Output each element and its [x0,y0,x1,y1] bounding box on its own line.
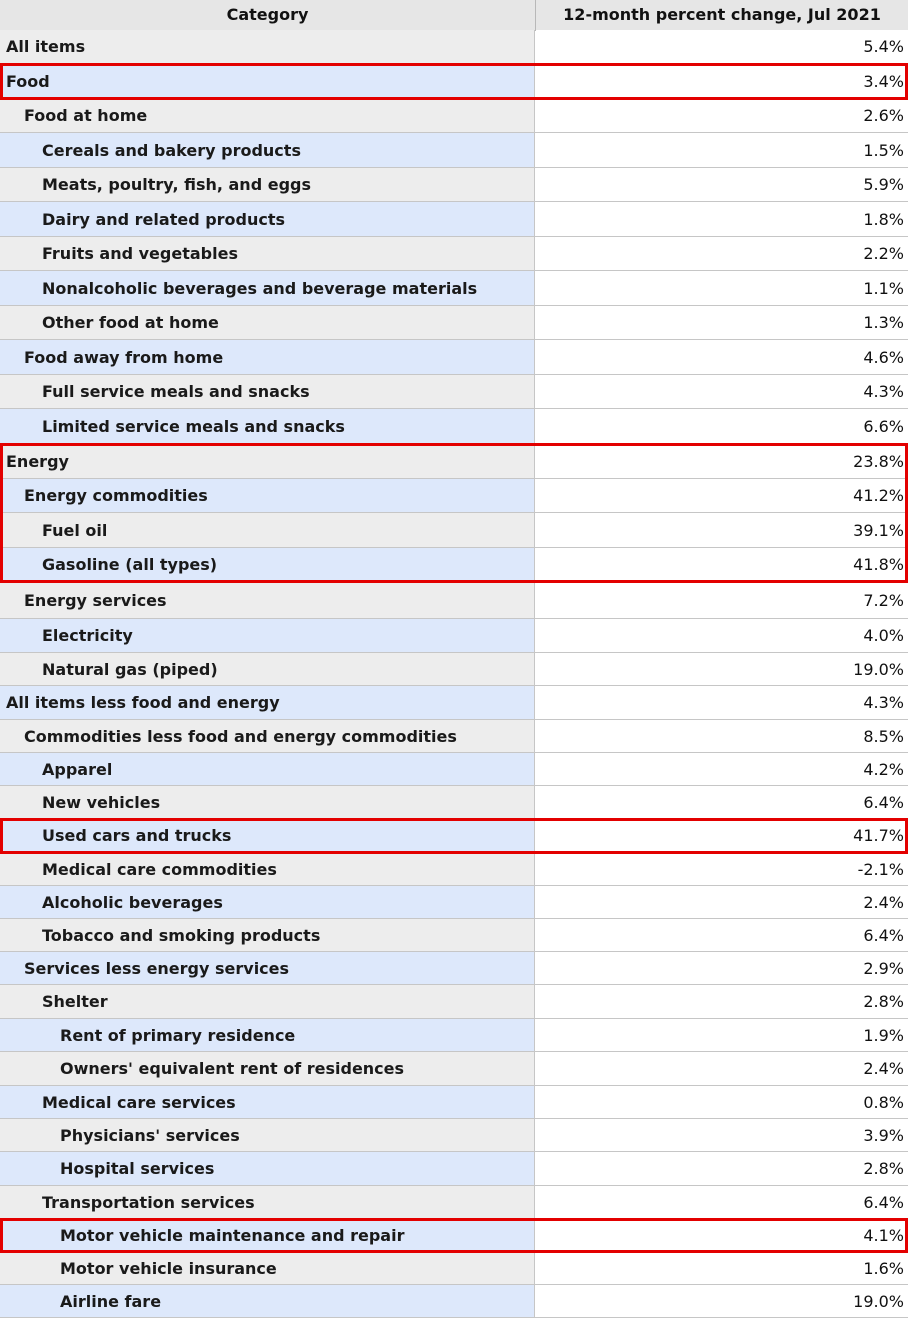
row-category: Physicians' services [0,1119,535,1151]
table-row [0,853,908,886]
row-category: Alcoholic beverages [0,886,535,918]
row-category: Services less energy services [0,952,535,984]
row-category: Apparel [0,753,535,785]
row-value: 5.9% [536,168,908,201]
row-value: 2.4% [536,1052,908,1085]
table-row [0,1086,908,1119]
table-row [0,548,908,582]
table-row [0,99,908,133]
table-row [0,30,908,64]
table-row [0,375,908,409]
row-category: Fuel oil [0,513,535,547]
table-row [0,786,908,819]
row-value: 4.3% [536,375,908,408]
row-category: Rent of primary residence [0,1019,535,1051]
row-value: 1.8% [536,202,908,236]
row-category: Electricity [0,619,535,652]
row-category: Limited service meals and snacks [0,409,535,443]
table-row [0,952,908,985]
row-value: 3.9% [536,1119,908,1151]
row-value: 6.4% [536,1186,908,1218]
row-value: 19.0% [536,653,908,685]
row-category: Full service meals and snacks [0,375,535,408]
row-category: Energy commodities [0,479,535,512]
row-value: 2.2% [536,237,908,270]
table-row [0,409,908,444]
table-row [0,306,908,340]
row-value: 1.6% [536,1252,908,1284]
row-category: Food away from home [0,340,535,374]
header-category: Category [0,0,536,30]
row-category: Owners' equivalent rent of residences [0,1052,535,1085]
table-header [0,0,908,31]
table-row [0,237,908,271]
table-row [0,168,908,202]
row-category: Hospital services [0,1152,535,1185]
row-category: Tobacco and smoking products [0,919,535,951]
row-value: 4.3% [536,686,908,719]
table-row [0,753,908,786]
header-percent-change: 12-month percent change, Jul 2021 [563,5,881,24]
row-category: Nonalcoholic beverages and beverage materials [0,271,535,305]
row-value: 6.4% [536,919,908,951]
row-category: Gasoline (all types) [0,548,535,581]
table-row [0,1285,908,1318]
row-value: 2.8% [536,985,908,1018]
row-value: 19.0% [536,1285,908,1317]
row-value: 1.3% [536,306,908,339]
table-row [0,1019,908,1052]
row-value: 5.4% [536,30,908,63]
row-category: Medical care commodities [0,853,535,885]
row-value: 4.0% [536,619,908,652]
row-category: Used cars and trucks [0,819,535,852]
table-row [0,271,908,306]
row-category: All items [0,30,535,63]
row-value: 0.8% [536,1086,908,1118]
row-category: Dairy and related products [0,202,535,236]
row-value: 2.9% [536,952,908,984]
row-category: Food at home [0,99,535,132]
row-category: Motor vehicle maintenance and repair [0,1219,535,1251]
row-value: 23.8% [536,444,908,478]
row-value: 8.5% [536,720,908,752]
row-category: Motor vehicle insurance [0,1252,535,1284]
row-value: 41.8% [536,548,908,581]
row-category: Food [0,64,535,98]
row-value: 4.6% [536,340,908,374]
table-row [0,340,908,375]
row-category: Airline fare [0,1285,535,1317]
row-value: 3.4% [536,64,908,98]
table-row [0,985,908,1019]
row-value: -2.1% [536,853,908,885]
row-value: 1.9% [536,1019,908,1051]
row-value: 2.6% [536,99,908,132]
row-value: 1.1% [536,271,908,305]
table-row [0,919,908,952]
table-row [0,1219,908,1252]
row-value: 2.8% [536,1152,908,1185]
table-row [0,720,908,753]
table-row [0,1252,908,1285]
row-value: 2.4% [536,886,908,918]
row-category: All items less food and energy [0,686,535,719]
table-row [0,444,908,479]
row-category: Shelter [0,985,535,1018]
table-row [0,1052,908,1086]
row-category: Energy services [0,582,535,618]
row-category: Fruits and vegetables [0,237,535,270]
table-row [0,64,908,99]
table-row [0,202,908,237]
row-category: Other food at home [0,306,535,339]
row-category: Commodities less food and energy commodities [0,720,535,752]
row-value: 41.7% [536,819,908,852]
row-value: 7.2% [536,582,908,618]
row-value: 6.4% [536,786,908,818]
row-value: 4.2% [536,753,908,785]
row-category: New vehicles [0,786,535,818]
table-row [0,653,908,686]
table-row [0,133,908,168]
table-row [0,819,908,853]
table-row [0,513,908,548]
row-category: Medical care services [0,1086,535,1118]
table-row [0,582,908,619]
row-category: Transportation services [0,1186,535,1218]
row-value: 1.5% [536,133,908,167]
table-row [0,886,908,919]
table-row [0,686,908,720]
row-category: Meats, poultry, fish, and eggs [0,168,535,201]
row-category: Cereals and bakery products [0,133,535,167]
table-row [0,1152,908,1186]
table-row [0,479,908,513]
table-row [0,619,908,653]
row-value: 41.2% [536,479,908,512]
row-value: 39.1% [536,513,908,547]
row-category: Energy [0,444,535,478]
table-row [0,1186,908,1219]
row-value: 6.6% [536,409,908,443]
table-row [0,1119,908,1152]
row-category: Natural gas (piped) [0,653,535,685]
row-value: 4.1% [536,1219,908,1251]
